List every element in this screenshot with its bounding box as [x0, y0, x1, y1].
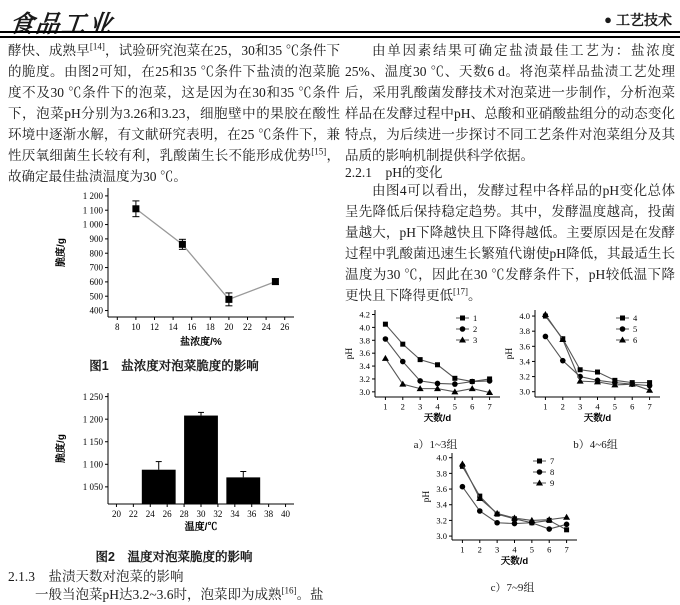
svg-text:38: 38 [264, 509, 274, 519]
svg-text:4: 4 [512, 544, 517, 555]
svg-text:3.4: 3.4 [359, 361, 370, 372]
svg-text:28: 28 [179, 509, 189, 519]
svg-text:7: 7 [564, 544, 569, 555]
svg-text:3: 3 [473, 335, 478, 345]
svg-text:4.2: 4.2 [359, 309, 370, 320]
svg-text:5: 5 [612, 401, 617, 412]
svg-text:1 000: 1 000 [82, 219, 103, 230]
svg-text:脆度/g: 脆度/g [56, 434, 67, 463]
svg-text:脆度/g: 脆度/g [56, 238, 67, 267]
right-paragraph-1: 由单因素结果可确定盐渍最佳工艺为：盐浓度25%、温度30 ℃、天数6 d。将泡菜样品盐渍工艺处理后，采用乳酸菌发酵技术对泡菜进一步制作，分析泡菜样品在发酵过程中pH、总酸和亚硝酸盐组分的动态变化特点，为后续进一步探讨不同工艺条件对泡菜组分及其品质的影响机制提供科学依据。 [345, 43, 675, 163]
figure-1-chart [52, 183, 304, 357]
svg-text:4: 4 [435, 401, 440, 412]
svg-text:1 050: 1 050 [82, 482, 103, 493]
svg-text:600: 600 [89, 277, 103, 288]
svg-text:pH: pH [345, 347, 355, 360]
svg-text:6: 6 [470, 401, 475, 412]
svg-text:3.2: 3.2 [436, 515, 447, 526]
page-header-section [604, 10, 672, 30]
svg-text:8: 8 [550, 467, 555, 477]
left-paragraph-1: 酵快、成熟早[14]，试验研究泡菜在25，30和35 ℃条件下的脆度。由图2可知，在25和35 ℃条件下盐渍的泡菜脆度不及30 ℃条件下的泡菜，这是因为在30和35 ℃条件下，泡菜pH分别为3.26和3.23，细胞壁中的果胶在酸性环境中逐渐水解，有文献研究表明，在25 ℃条件下，兼性厌氧细菌生长较有利，乳酸菌生长不能形成优势[15]，故确定最佳盐渍温度为30 ℃。 [8, 41, 341, 184]
svg-text:32: 32 [213, 509, 223, 519]
svg-text:6: 6 [630, 401, 635, 412]
svg-text:1: 1 [383, 401, 388, 412]
svg-text:1 100: 1 100 [82, 205, 103, 216]
svg-text:盐浓度/%: 盐浓度/% [180, 337, 222, 348]
svg-text:26: 26 [162, 509, 172, 519]
ph-chart-group-4-6 [503, 305, 668, 435]
svg-text:900: 900 [89, 234, 103, 245]
figure-4c [420, 448, 585, 595]
svg-text:7: 7 [647, 401, 652, 412]
svg-text:3: 3 [578, 401, 583, 412]
bullet-icon: ● [604, 12, 612, 27]
svg-text:2: 2 [560, 401, 565, 412]
journal-logo: 食品工业 [8, 9, 116, 38]
figure-4c-caption: c）7~9组 [490, 582, 535, 594]
svg-text:pH: pH [422, 490, 432, 503]
svg-text:4.0: 4.0 [519, 311, 530, 322]
svg-text:3.6: 3.6 [519, 341, 530, 352]
section-heading-213: 2.1.3 盐渍天数对泡菜的影响 [8, 569, 184, 584]
svg-text:1 250: 1 250 [82, 391, 103, 402]
svg-text:3.6: 3.6 [359, 348, 370, 359]
svg-text:400: 400 [89, 305, 103, 316]
svg-text:1: 1 [543, 401, 548, 412]
svg-text:14: 14 [168, 322, 178, 332]
ph-chart-group-7-9 [420, 448, 585, 578]
svg-text:3.8: 3.8 [519, 326, 530, 337]
svg-text:5: 5 [633, 324, 638, 334]
svg-text:3: 3 [418, 401, 423, 412]
svg-text:40: 40 [281, 509, 291, 519]
header-section-label: 工艺技术 [616, 12, 672, 28]
left-paragraph-2: 一般当泡菜pH达3.2~3.6时，泡菜即为成熟[16]。盐 [35, 585, 324, 602]
figure-4a [343, 305, 508, 452]
svg-text:3.0: 3.0 [359, 386, 370, 397]
svg-text:pH: pH [505, 347, 515, 360]
svg-text:22: 22 [243, 322, 252, 332]
svg-text:7: 7 [550, 456, 555, 466]
svg-text:1 100: 1 100 [82, 459, 103, 470]
svg-text:18: 18 [205, 322, 215, 332]
figure-4b [503, 305, 668, 452]
figure-1-caption: 图1 盐浓度对泡菜脆度的影响 [89, 359, 259, 373]
svg-text:24: 24 [145, 509, 155, 519]
svg-text:26: 26 [280, 322, 290, 332]
svg-text:3.0: 3.0 [519, 386, 530, 397]
svg-text:20: 20 [224, 322, 234, 332]
svg-text:1: 1 [473, 313, 478, 323]
section-heading-221: 2.2.1 pH的变化 [345, 165, 443, 180]
svg-text:1: 1 [460, 544, 465, 555]
svg-text:2: 2 [473, 324, 478, 334]
svg-text:3.6: 3.6 [436, 484, 447, 495]
svg-text:12: 12 [150, 322, 159, 332]
svg-text:16: 16 [187, 322, 197, 332]
svg-text:温度/℃: 温度/℃ [184, 522, 218, 533]
svg-text:20: 20 [111, 509, 121, 519]
svg-text:天数/d: 天数/d [500, 556, 529, 567]
header-divider [0, 31, 680, 38]
svg-text:1 200: 1 200 [82, 191, 103, 202]
svg-text:10: 10 [131, 322, 141, 332]
svg-text:6: 6 [547, 544, 552, 555]
svg-text:天数/d: 天数/d [423, 413, 452, 424]
svg-text:5: 5 [529, 544, 534, 555]
svg-text:3.2: 3.2 [359, 373, 370, 384]
svg-text:3.8: 3.8 [436, 468, 447, 479]
svg-text:4.0: 4.0 [359, 322, 370, 333]
svg-text:4: 4 [633, 313, 638, 323]
svg-text:4: 4 [595, 401, 600, 412]
right-paragraph-2: 由图4可以看出，发酵过程中各样品的pH变化总体呈先降低后保持稳定趋势。其中，发酵温度越高，投菌量越大，pH下降越快且下降得越低。主要原因是在发酵过程中乳酸菌迅速生长繁殖代谢使pH降低，其最适生长温度为30 ℃，因此在30 ℃发酵条件下，pH较低温下降更快且下降得更低[17]。 [345, 183, 675, 303]
svg-text:1 200: 1 200 [82, 414, 103, 425]
svg-text:30: 30 [196, 509, 206, 519]
figure-2-chart [52, 388, 304, 540]
svg-text:22: 22 [128, 509, 138, 519]
svg-text:500: 500 [89, 291, 103, 302]
svg-text:3.0: 3.0 [436, 531, 447, 542]
svg-text:3: 3 [495, 544, 500, 555]
svg-text:700: 700 [89, 262, 103, 273]
svg-text:7: 7 [487, 401, 492, 412]
svg-text:5: 5 [452, 401, 457, 412]
svg-text:34: 34 [230, 509, 240, 519]
svg-text:36: 36 [247, 509, 257, 519]
figure-4a-caption: a）1~3组 [413, 439, 458, 451]
svg-text:3.4: 3.4 [436, 499, 447, 510]
svg-text:6: 6 [633, 335, 638, 345]
svg-text:2: 2 [400, 401, 405, 412]
figure-4b-caption: b）4~6组 [573, 439, 618, 451]
ph-chart-group-1-3 [343, 305, 508, 435]
svg-text:3.2: 3.2 [519, 371, 530, 382]
svg-text:24: 24 [261, 322, 271, 332]
svg-text:1 150: 1 150 [82, 436, 103, 447]
svg-text:9: 9 [550, 478, 555, 488]
svg-text:800: 800 [89, 248, 103, 259]
svg-text:3.4: 3.4 [519, 356, 530, 367]
figure-2-caption: 图2 温度对泡菜脆度的影响 [95, 550, 253, 564]
svg-text:2: 2 [477, 544, 482, 555]
svg-text:天数/d: 天数/d [583, 413, 612, 424]
svg-text:8: 8 [115, 322, 120, 332]
svg-text:3.8: 3.8 [359, 335, 370, 346]
svg-text:4.0: 4.0 [436, 452, 447, 463]
